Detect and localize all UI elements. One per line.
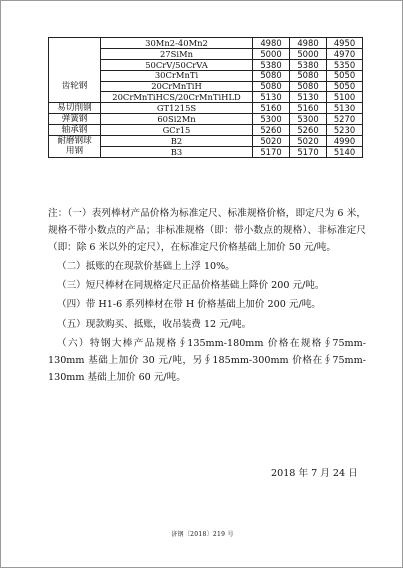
note-6: （六）特钢大棒产品规格∮135mm-180mm 价格在规格∮75mm-130mm 基础上加价 30 元/吨，另∮185mm-300mm 价格在∮75mm-130mm 基础上加价 60 元/吨。 [48, 337, 366, 383]
grade-cell: 20CrMnTiH [101, 81, 253, 92]
price-cell: 4950 [327, 38, 363, 49]
price-cell: 5380 [253, 59, 290, 70]
grade-cell: 30CrMnTi [101, 70, 253, 81]
price-cell: 5080 [290, 81, 327, 92]
price-cell: 5130 [290, 92, 327, 103]
price-cell: 5170 [290, 146, 327, 157]
price-cell: 5050 [327, 81, 363, 92]
price-cell: 5020 [253, 136, 290, 147]
price-cell: 5160 [253, 103, 290, 114]
price-cell: 5230 [327, 125, 363, 136]
price-cell: 5100 [327, 92, 363, 103]
note-4: （四）带 H1-6 系列棒材在带 H 价格基础上加价 200 元/吨。 [57, 299, 321, 311]
note-5: （五）现款购买、抵账，收吊装费 12 元/吨。 [57, 318, 252, 330]
note-1: 注：（一）表列棒材产品价格为标准定尺、标准规格价格，即定尺为 6 米，规格不带小数点的产品；非标准规格（即：带小数点的规格）、非标准定尺（即：除 6 米以外的定尺），在标准定尺价格基础上加价 50 元/吨。 [48, 208, 366, 254]
table-row [49, 59, 363, 70]
category-cell [49, 70, 101, 81]
table-row [49, 70, 363, 81]
notes-section [48, 205, 366, 388]
price-cell: 5050 [327, 70, 363, 81]
price-cell: 5000 [253, 48, 290, 59]
grade-cell: 60Si2Mn [101, 114, 253, 125]
grade-cell: GT1215S [101, 103, 253, 114]
note-3: （三）短尺棒材在同规格定尺正品价格基础上降价 200 元/吨。 [57, 280, 325, 292]
table-row [49, 136, 363, 147]
category-cell: 用钢 [49, 146, 101, 157]
grade-cell: 50CrV/50CrVA [101, 59, 253, 70]
price-cell: 5080 [253, 70, 290, 81]
table-row [49, 81, 363, 92]
category-cell: 轴承钢 [49, 125, 101, 136]
grade-cell: 30Mn2-40Mn2 [101, 38, 253, 49]
category-cell: 齿轮钢 [49, 81, 101, 92]
table-row [49, 103, 363, 114]
price-cell: 5130 [253, 92, 290, 103]
category-cell: 弹簧钢 [49, 114, 101, 125]
issue-date: 2018 年 7 月 24 日 [271, 468, 358, 479]
price-cell: 5300 [290, 114, 327, 125]
table-row [49, 92, 363, 103]
price-cell: 5000 [290, 48, 327, 59]
price-cell: 5260 [290, 125, 327, 136]
grade-cell: B2 [101, 136, 253, 147]
price-cell: 5170 [253, 146, 290, 157]
price-table-body [49, 38, 363, 158]
price-cell: 5020 [290, 136, 327, 147]
table-row [49, 48, 363, 59]
category-cell [49, 92, 101, 103]
price-cell: 4990 [327, 136, 363, 147]
grade-cell: 20CrMnTiHCS/20CrMnTiHLD [101, 92, 253, 103]
price-cell: 5130 [327, 103, 363, 114]
price-cell: 4980 [290, 38, 327, 49]
price-cell: 5080 [253, 81, 290, 92]
table-row [49, 38, 363, 49]
price-cell: 5080 [290, 70, 327, 81]
category-cell [49, 38, 101, 49]
price-cell: 5160 [290, 103, 327, 114]
price-cell: 4970 [327, 48, 363, 59]
grade-cell: 27SiMn [101, 48, 253, 59]
document-number: 济钢〔2018〕219 号 [171, 531, 234, 538]
table-row [49, 146, 363, 157]
table-row [49, 125, 363, 136]
table-row [49, 114, 363, 125]
grade-cell: GCr15 [101, 125, 253, 136]
price-cell: 5350 [327, 59, 363, 70]
price-table [48, 37, 363, 158]
category-cell: 易切削钢 [49, 103, 101, 114]
price-cell: 5300 [253, 114, 290, 125]
price-cell: 5140 [327, 146, 363, 157]
price-cell: 5270 [327, 114, 363, 125]
category-cell: 耐磨钢球 [49, 136, 101, 147]
category-cell [49, 48, 101, 59]
note-2: （二）抵账的在现款价基础上上浮 10%。 [57, 261, 235, 273]
price-cell: 4980 [253, 38, 290, 49]
price-cell: 5260 [253, 125, 290, 136]
category-cell [49, 59, 101, 70]
grade-cell: B3 [101, 146, 253, 157]
price-cell: 5380 [290, 59, 327, 70]
